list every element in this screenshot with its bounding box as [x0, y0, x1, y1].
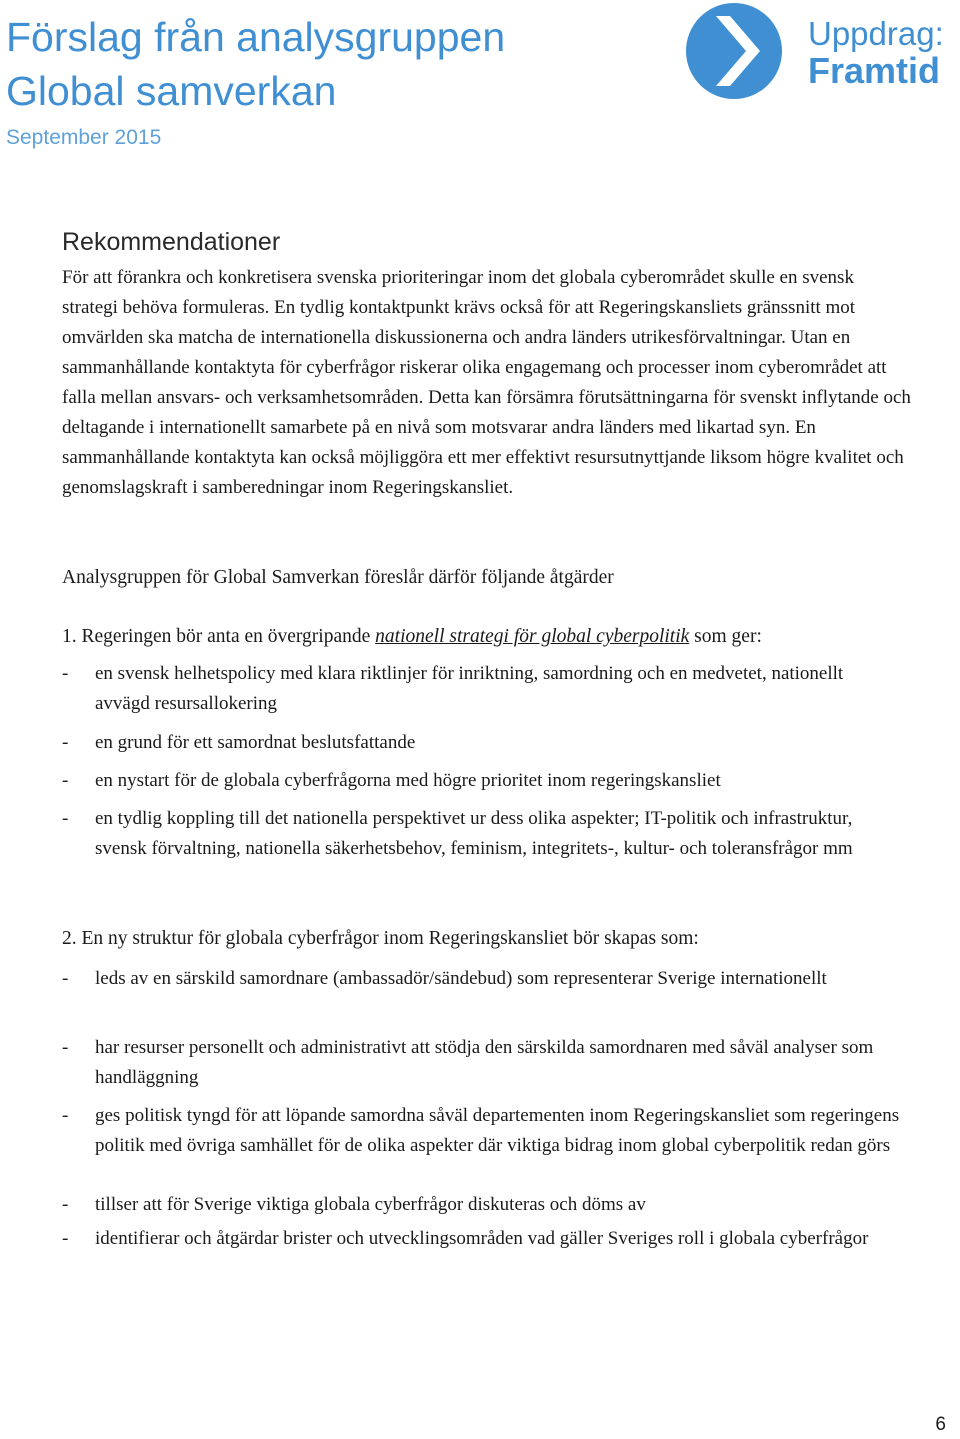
- bullet-dash: -: [62, 663, 69, 684]
- proposal-lead: Analysgruppen för Global Samverkan föreslår därför följande åtgärder: [62, 567, 614, 588]
- list-item: [62, 1101, 902, 1161]
- bullet-dash: -: [62, 1194, 69, 1215]
- list-item: [62, 964, 902, 994]
- list-item-text: en tydlig koppling till det nationella perspektivet ur dess olika aspekter; IT-politik och infrastruktur, svensk förvaltning, nationella säkerhetsbehov, feminism, integritets-, kultur- och toleransfrågor mm: [95, 808, 853, 859]
- logo-chevron-icon: [684, 2, 796, 100]
- list-item: [62, 1190, 902, 1220]
- document-date: September 2015: [6, 126, 162, 149]
- list-item-text: leds av en särskild samordnare (ambassadör/sändebud) som representerar Sverige internationellt: [95, 968, 827, 989]
- list-item: [62, 766, 902, 796]
- bullet-dash: -: [62, 968, 69, 989]
- list-item: [62, 804, 902, 864]
- uppdrag-framtid-logo: [684, 2, 960, 100]
- bullet-dash: -: [62, 770, 69, 791]
- title-line-1: Förslag från analysgruppen: [6, 14, 506, 60]
- list-item: [62, 1033, 902, 1093]
- bullet-dash: -: [62, 1228, 69, 1249]
- body-paragraph: För att förankra och konkretisera svenska prioriteringar inom det globala cyberområdet skulle en svensk strategi behöva formuleras. En tydlig kontaktpunkt krävs också för att Regeringskansliets gränssnitt mot omvärlden ska matcha de internationella diskussionerna och andra länders utrikesförvaltningar. Utan en sammanhållande kontaktyta för cyberfrågor riskerar olika engagemang och processer inom cyberområdet att falla mellan ansvars- och verksamhetsområden. Detta kan försämra förutsättningarna för svenskt inflytande och deltagande i internationellt samarbete på en nivå som motsvarar andra länders med likartad syn. En sammanhållande kontaktyta kan också möjliggöra ett mer effektivt resursutnyttjande liksom högre kvalitet och genomslagskraft i samberedningar inom Regeringskansliet.: [62, 267, 911, 498]
- list-item-text: en svensk helhetspolicy med klara riktlinjer för inriktning, samordning och en medvetet, nationellt avvägd resursallokering: [95, 663, 844, 714]
- bullet-dash: -: [62, 732, 69, 753]
- logo-text-line-2: Framtid: [808, 50, 941, 91]
- bullet-dash: -: [62, 808, 69, 829]
- page-number: 6: [935, 1414, 946, 1435]
- logo-text-line-1: Uppdrag:: [808, 15, 944, 52]
- list-item-text: tillser att för Sverige viktiga globala cyberfrågor diskuteras och döms av: [95, 1194, 646, 1215]
- bullet-dash: -: [62, 1105, 69, 1126]
- bullet-dash: -: [62, 1037, 69, 1058]
- item-2-heading: 2. En ny struktur för globala cyberfrågor inom Regeringskansliet bör skapas som:: [62, 928, 699, 949]
- list-item-text: identifierar och åtgärdar brister och utvecklingsområden vad gäller Sveriges roll i globala cyberfrågor: [95, 1228, 869, 1249]
- list-item: [62, 1224, 902, 1254]
- item-1-emphasis: nationell strategi för global cyberpolitik: [375, 626, 690, 647]
- item-1-suffix: som ger:: [689, 626, 762, 647]
- list-item-text: en nystart för de globala cyberfrågorna med högre prioritet inom regeringskansliet: [95, 770, 721, 791]
- list-item-text: ges politisk tyngd för att löpande samordna såväl departementen inom Regeringskansliet som regeringens politik med övriga samhället för de olika aspekter där viktiga bidrag inom global cyberpolitik redan görs: [95, 1105, 900, 1156]
- list-item: [62, 659, 902, 719]
- document-title: [6, 10, 505, 118]
- list-item: [62, 728, 902, 758]
- section-heading: Rekommendationer: [62, 228, 281, 256]
- list-item-text: har resurser personellt och administrativt att stödja den särskilda samordnaren med såväl analyser som handläggning: [95, 1037, 874, 1088]
- list-item-text: en grund för ett samordnat beslutsfattande: [95, 732, 416, 753]
- title-line-2: Global samverkan: [6, 68, 337, 114]
- item-1-prefix: 1. Regeringen bör anta en övergripande: [62, 626, 376, 647]
- item-1-heading: [62, 626, 762, 648]
